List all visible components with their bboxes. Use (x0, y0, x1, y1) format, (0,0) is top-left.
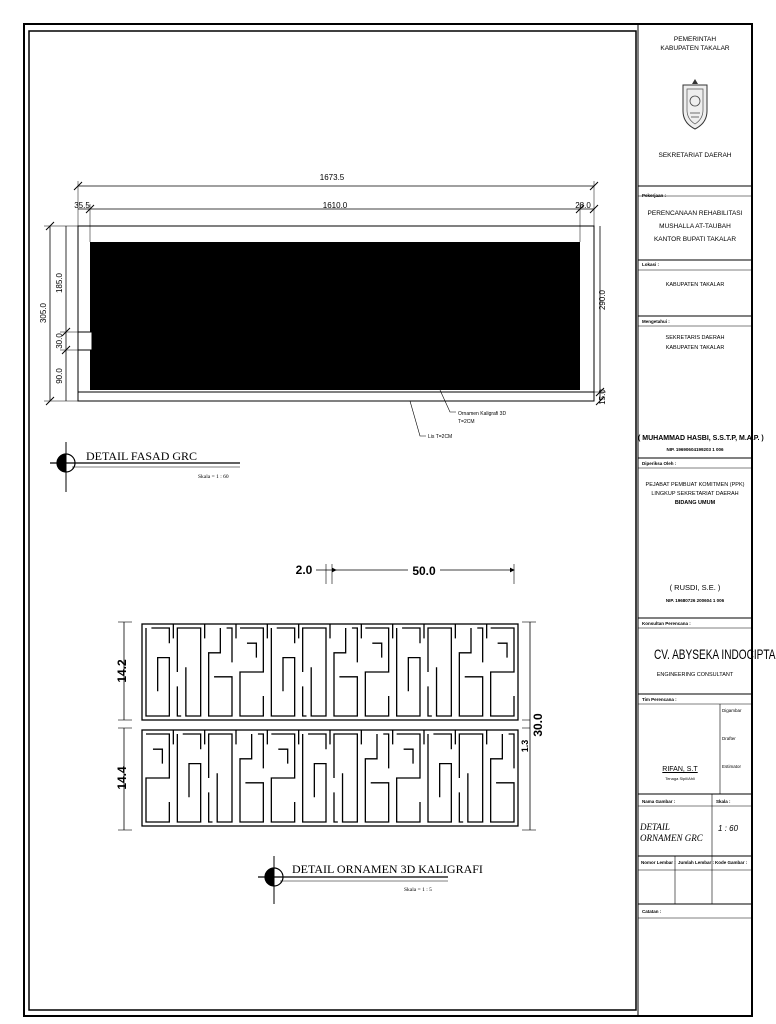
kufic-stroke (428, 628, 451, 716)
role-draft: Drafter (722, 736, 736, 741)
dim-left-margin: 35.5 (74, 201, 90, 210)
kufic-stroke (209, 628, 232, 716)
kufic-stroke (397, 628, 420, 716)
kufic-stroke (146, 628, 169, 716)
callout-lis: Lis T=2CM (428, 434, 453, 440)
dim-bottom-lis: 15.0 (598, 389, 607, 405)
kufic-stroke (334, 628, 357, 716)
kufic-stroke (177, 628, 200, 716)
project-label: Pekerjaan : (642, 193, 667, 198)
kufic-stroke (334, 792, 338, 822)
kufic-stroke (303, 628, 326, 716)
dim-panel-width: 1610.0 (322, 201, 348, 210)
kufic-stroke (240, 628, 263, 716)
scale-label: Skala : (716, 799, 731, 804)
checked-nip: NIP. 19680726 200604 1 006 (665, 598, 725, 603)
consultant-sub: ENGINEERING CONSULTANT (656, 672, 734, 678)
kufic-stroke (183, 734, 201, 749)
kufic-stroke (303, 686, 307, 716)
location-label: Lokasi : (642, 262, 660, 267)
kufic-stroke (258, 734, 263, 768)
kufic-stroke (209, 792, 213, 822)
kufic-stroke (240, 734, 263, 822)
dim-module: 50.0 (412, 564, 436, 578)
dim-height: 30.0 (531, 713, 545, 737)
dim-row1: 14.2 (115, 659, 129, 683)
role-estimator: Estimator (722, 764, 742, 769)
kufic-stroke (383, 734, 388, 768)
team-name: RIFAN, S.T (662, 766, 698, 773)
notes-label: Catatan : (642, 909, 662, 914)
sheet-count-label: Jumlah Lembar : (678, 860, 715, 865)
dim-overall-width: 1673.5 (319, 173, 345, 182)
gov-line1: PEMERINTAH (673, 36, 717, 43)
approved-label: Mengetahui : (642, 319, 670, 324)
gov-office: SEKRETARIAT DAERAH (658, 152, 732, 159)
kufic-stroke (491, 628, 514, 716)
gov-line2: KABUPATEN TAKALAR (660, 45, 730, 52)
ornament-title: DETAIL ORNAMEN 3D KALIGRAFI (292, 862, 483, 876)
kufic-stroke (459, 734, 482, 822)
kufic-stroke (227, 628, 232, 662)
location-value: KABUPATEN TAKALAR (665, 282, 725, 288)
kufic-stroke (498, 643, 507, 657)
facade-title: DETAIL FASAD GRC (86, 449, 198, 463)
project-line2: MUSHALLA AT-TAUBAH (659, 223, 731, 230)
kufic-stroke (308, 734, 326, 749)
code-label: Kode Gambar : (715, 860, 748, 865)
dim-right-margin: 28.0 (575, 201, 591, 210)
kufic-stroke (151, 628, 169, 643)
kufic-stroke (509, 734, 514, 768)
ornament-scale: Skala = 1 : 5 (404, 887, 432, 893)
kufic-stroke (365, 734, 388, 822)
checked-line1: PEJABAT PEMBUAT KOMITMEN (PPK) (645, 482, 745, 488)
grc-calligraphy-panel (90, 242, 580, 390)
sheet-title-label: Nama Gambar : (642, 799, 676, 804)
kufic-stroke (402, 628, 420, 643)
dim-upper-height: 185.0 (55, 272, 64, 294)
consultant-name: CV. ABYSEKA INDOCIPTA (653, 646, 776, 662)
kufic-stroke (428, 686, 432, 716)
kufic-stroke (365, 628, 388, 716)
sheet-scale: 1 : 60 (718, 824, 739, 833)
checked-line2: LINGKUP SEKRETARIAT DAERAH (651, 491, 739, 497)
kufic-stroke (404, 749, 413, 763)
kufic-stroke (334, 734, 357, 822)
kufic-stroke (146, 734, 169, 822)
kufic-stroke (491, 734, 514, 822)
checked-line3: BIDANG UMUM (674, 500, 716, 506)
kufic-stroke (271, 628, 294, 716)
kufic-stroke (271, 734, 294, 822)
project-line1: PERENCANAAN REHABILITASI (647, 210, 743, 217)
kufic-stroke (277, 628, 295, 643)
kufic-stroke (428, 734, 451, 822)
kufic-stroke (459, 628, 482, 716)
kufic-stroke (247, 643, 256, 657)
approved-line2: KABUPATEN TAKALAR (665, 345, 725, 351)
sheet-no-label: Nomor Lembar : (641, 860, 676, 865)
team-label: Tim Perencana : (642, 697, 677, 702)
kufic-stroke (153, 749, 162, 763)
callout-ornament-thickness: T=2CM (458, 419, 475, 425)
kufic-stroke (209, 734, 232, 822)
kufic-stroke (177, 686, 181, 716)
kufic-stroke (278, 749, 287, 763)
project-line3: KANTOR BUPATI TAKALAR (653, 236, 737, 243)
consultant-label: Konsultan Perencana : (642, 621, 691, 626)
dim-joint: 1.3 (520, 739, 530, 753)
facade-scale: Skala = 1 : 60 (198, 474, 229, 480)
approved-nip: NIP. 19690604199203 1 006 (666, 447, 724, 452)
team-role: Tenaga Sipil/Ahli (665, 776, 695, 781)
dim-total-height: 305.0 (39, 302, 48, 324)
callout-ornament: Ornamen Kaligrafi 3D (458, 411, 507, 417)
kufic-stroke (303, 734, 326, 822)
dim-mid-height: 30.0 (55, 333, 64, 349)
kufic-stroke (352, 628, 357, 662)
kufic-stroke (397, 734, 420, 822)
kufic-calligraphy-ornament (142, 624, 518, 826)
kufic-stroke (477, 628, 482, 662)
title-block (638, 24, 776, 1008)
kufic-stroke (433, 734, 451, 749)
kufic-stroke (372, 643, 381, 657)
checked-label: Diperiksa Oleh : (642, 461, 677, 466)
dim-gap: 2.0 (295, 563, 313, 577)
dim-right-height: 290.0 (598, 289, 607, 311)
facade-drawing (39, 173, 607, 440)
sheet-title: DETAIL ORNAMEN GRC (640, 822, 703, 843)
ornament-dimensions (118, 564, 536, 830)
kufic-stroke (459, 792, 463, 822)
approved-name: ( MUHAMMAD HASBI, S.S.T.P, M.A.P. ) (638, 435, 764, 442)
dim-lower-height: 90.0 (55, 368, 64, 384)
kufic-stroke (177, 734, 200, 822)
approved-line1: SEKRETARIS DAERAH (665, 335, 725, 341)
role-drawn: Digambar (722, 708, 742, 713)
dim-row2: 14.4 (115, 766, 129, 790)
checked-name: ( RUSDI, S.E. ) (669, 583, 721, 592)
